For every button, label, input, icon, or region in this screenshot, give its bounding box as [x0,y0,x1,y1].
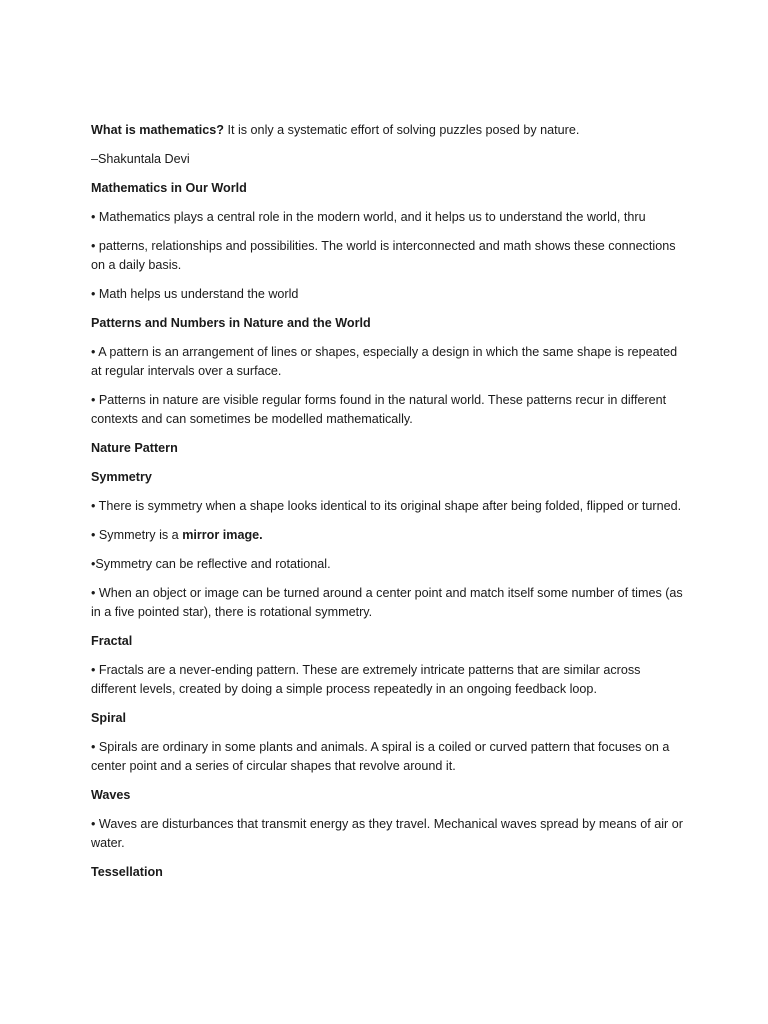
bullet-waves-definition: • Waves are disturbances that transmit energy as they travel. Mechanical waves spread by means of air or water. [91,817,683,850]
quote-question: What is mathematics? [91,123,224,137]
bullet-math-patterns: • patterns, relationships and possibilities. The world is interconnected and math shows these connections on a daily basis. [91,239,676,272]
bullet-patterns-nature: • Patterns in nature are visible regular forms found in the natural world. These patterns recur in different contexts and can sometimes be modelled mathematically. [91,393,667,426]
bullet-symmetry-types: •Symmetry can be reflective and rotational. [91,557,331,571]
quote-author: –Shakuntala Devi [91,152,190,166]
symmetry-mirror-prefix: • Symmetry is a [91,528,183,542]
heading-tessellation: Tessellation [91,865,163,879]
heading-fractal: Fractal [91,634,133,648]
quote-line [91,121,683,140]
heading-spiral: Spiral [91,711,126,725]
bullet-symmetry-definition: • There is symmetry when a shape looks identical to its original shape after being folded, flipped or turned. [91,499,682,513]
heading-symmetry: Symmetry [91,470,152,484]
bullet-spiral-definition: • Spirals are ordinary in some plants and animals. A spiral is a coiled or curved pattern that focuses on a center point and a series of circular shapes that revolve around it. [91,740,670,773]
heading-math-world: Mathematics in Our World [91,181,247,195]
bullet-symmetry-mirror [91,526,683,545]
bullet-math-understand: • Math helps us understand the world [91,287,299,301]
heading-nature-pattern: Nature Pattern [91,441,178,455]
bullet-pattern-definition: • A pattern is an arrangement of lines or shapes, especially a design in which the same shape is repeated at regular intervals over a surface. [91,345,678,378]
heading-patterns-numbers: Patterns and Numbers in Nature and the World [91,316,371,330]
heading-waves: Waves [91,788,131,802]
bullet-fractal-definition: • Fractals are a never-ending pattern. These are extremely intricate patterns that are similar across different levels, created by doing a simple process repeatedly in an ongoing feedback loop. [91,663,641,696]
document-page [91,121,683,892]
bullet-math-central-role: • Mathematics plays a central role in the modern world, and it helps us to understand the world, thru [91,210,646,224]
quote-answer: It is only a systematic effort of solving puzzles posed by nature. [223,123,580,137]
symmetry-mirror-bold: mirror image. [182,528,263,542]
bullet-rotational-symmetry: • When an object or image can be turned around a center point and match itself some number of times (as in a five pointed star), there is rotational symmetry. [91,586,683,619]
